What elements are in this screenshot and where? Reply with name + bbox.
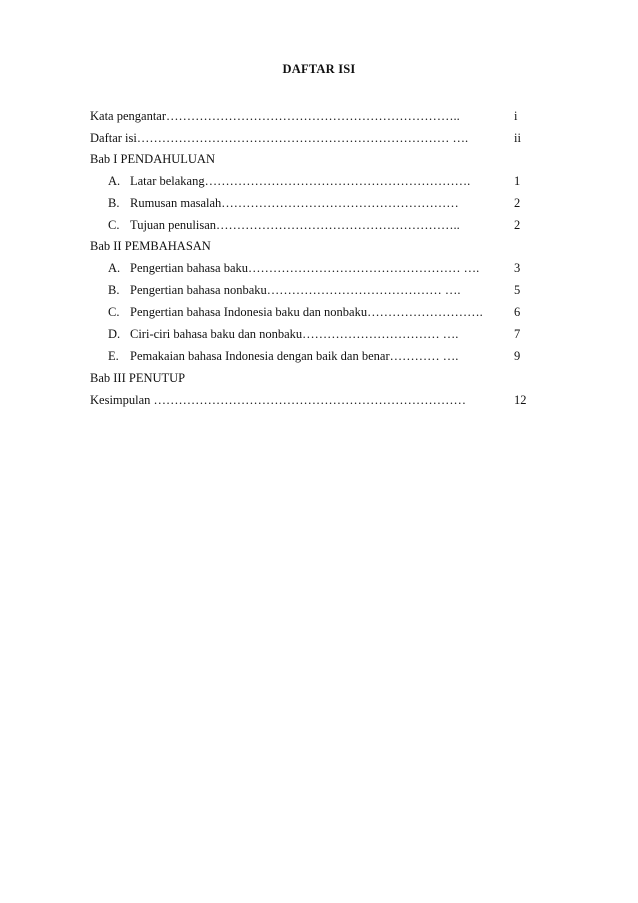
toc-entry-label: Kata pengantar…………………………………………………………….. [90, 109, 460, 123]
toc-entry-kesimpulan[interactable] [0, 391, 638, 409]
toc-entry-letter: B. [108, 196, 120, 210]
toc-entry-letter: C. [108, 305, 120, 319]
toc-entry-ciri-ciri[interactable] [0, 325, 638, 343]
toc-entry-label: Ciri-ciri bahasa baku dan nonbaku…………………………… …. [130, 327, 459, 341]
toc-entry-letter: A. [108, 261, 121, 275]
toc-chapter-bab-2[interactable] [0, 237, 638, 255]
toc-entry-page-number: 12 [514, 393, 527, 407]
toc-chapter-label: Bab I PENDAHULUAN [90, 152, 215, 166]
toc-entry-letter: C. [108, 218, 120, 232]
toc-entry-page-number: 6 [514, 305, 521, 319]
toc-entry-pemakaian-bahasa[interactable] [0, 347, 638, 365]
toc-entry-rumusan-masalah[interactable] [0, 194, 638, 212]
toc-chapter-label: Bab III PENUTUP [90, 371, 186, 385]
toc-entry-daftar-isi[interactable] [0, 129, 638, 147]
toc-entry-label: Pengertian bahasa nonbaku…………………………………… …. [130, 283, 461, 297]
toc-entry-label: Pengertian bahasa Indonesia baku dan nonbaku………………………. [130, 305, 483, 319]
toc-entry-letter: B. [108, 283, 120, 297]
toc-entry-page-number: 2 [514, 218, 521, 232]
toc-entry-page-number: 2 [514, 196, 521, 210]
toc-entry-page-number: 3 [514, 261, 521, 275]
toc-entry-letter: A. [108, 174, 121, 188]
toc-entry-page-number: ii [514, 131, 521, 145]
toc-entry-page-number: 5 [514, 283, 521, 297]
toc-entry-letter: E. [108, 349, 119, 363]
toc-entry-page-number: 9 [514, 349, 521, 363]
toc-entry-label: Pemakaian bahasa Indonesia dengan baik dan benar………… …. [130, 349, 459, 363]
toc-chapter-bab-1[interactable] [0, 150, 638, 168]
toc-entry-letter: D. [108, 327, 121, 341]
toc-chapter-label: Bab II PEMBAHASAN [90, 239, 211, 253]
toc-entry-label: Tujuan penulisan………………………………………………….. [130, 218, 460, 232]
toc-entry-kata-pengantar[interactable] [0, 107, 638, 125]
toc-entry-label: Kesimpulan ………………………………………………………………… [90, 393, 467, 407]
toc-entry-tujuan-penulisan[interactable] [0, 216, 638, 234]
toc-entry-label: Latar belakang………………………………………………………. [130, 174, 471, 188]
toc-entry-pengertian-bahasa-nonbaku[interactable] [0, 281, 638, 299]
toc-entry-label: Daftar isi………………………………………………………………… …. [90, 131, 469, 145]
toc-entry-latar-belakang[interactable] [0, 172, 638, 190]
toc-entry-page-number: i [514, 109, 518, 123]
toc-entry-label: Rumusan masalah………………………………………………… [130, 196, 459, 210]
toc-entry-page-number: 1 [514, 174, 521, 188]
toc-entry-page-number: 7 [514, 327, 521, 341]
toc-entry-pengertian-bahasa-baku[interactable] [0, 259, 638, 277]
toc-chapter-bab-3[interactable] [0, 369, 638, 387]
page-title: DAFTAR ISI [282, 62, 356, 76]
toc-entry-label: Pengertian bahasa baku…………………………………………… …. [130, 261, 480, 275]
toc-entry-pengertian-bahasa-indonesia[interactable] [0, 303, 638, 321]
